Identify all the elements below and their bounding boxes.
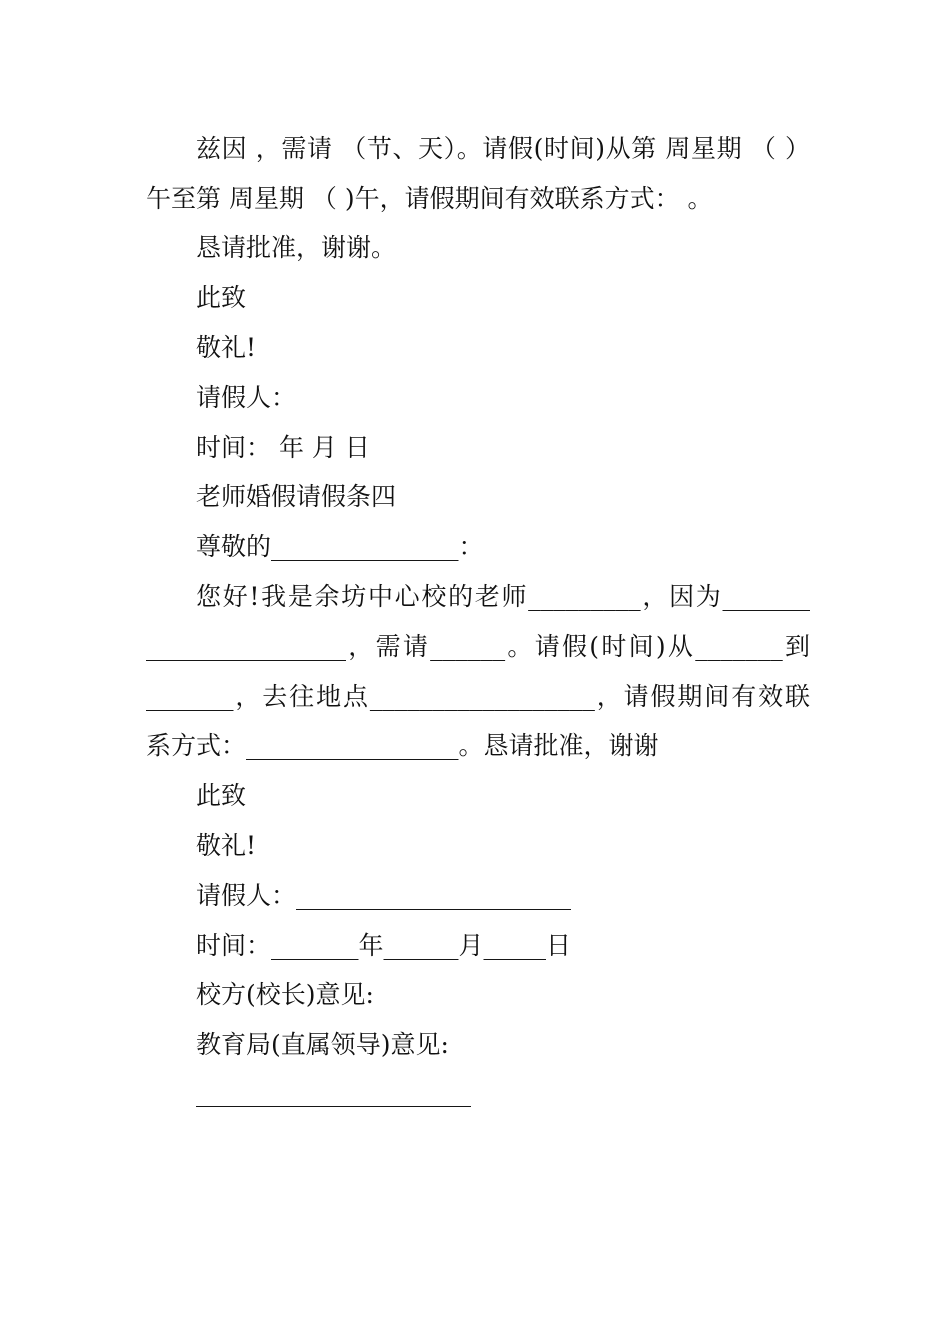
request-approval-line: 恳请批准，谢谢。 <box>196 233 397 262</box>
body-line-2: ________________，需请______。请假(时间)从_______到 <box>146 632 810 661</box>
body-line-3: _______，去往地点__________________，请假期间有效联 <box>146 682 810 711</box>
school-opinion-line: 校方(校长)意见: <box>196 980 374 1009</box>
applicant-line-2: 请假人：______________________ <box>196 881 572 910</box>
date-line-2: 时间：_______年______月_____日 <box>196 931 572 960</box>
salutation-line-2: 此致 <box>196 781 247 810</box>
paragraph-reason-line-1: 兹因 ，需请 （节、天）。请假(时间)从第 周星期 （ ） <box>196 134 810 163</box>
body-line-4: 系方式：_________________。恳请批准，谢谢 <box>146 731 659 760</box>
regards-line: 敬礼! <box>196 333 257 362</box>
date-line: 时间： 年 月 日 <box>196 433 370 462</box>
regards-line-2: 敬礼! <box>196 831 257 860</box>
applicant-line: 请假人： <box>196 383 297 412</box>
paragraph-reason-line-2: 午至第 周星期 （ )午，请假期间有效联系方式： 。 <box>146 184 713 213</box>
section-heading: 老师婚假请假条四 <box>196 482 397 511</box>
addressee-line: 尊敬的_______________： <box>196 532 484 561</box>
bureau-opinion-line: 教育局(直属领导)意见: <box>196 1030 449 1059</box>
body-line-1: 您好!我是余坊中心校的老师_________，因为_______ <box>196 582 810 611</box>
salutation-line: 此致 <box>196 283 247 312</box>
signature-blank-line: ______________________ <box>196 1078 471 1107</box>
